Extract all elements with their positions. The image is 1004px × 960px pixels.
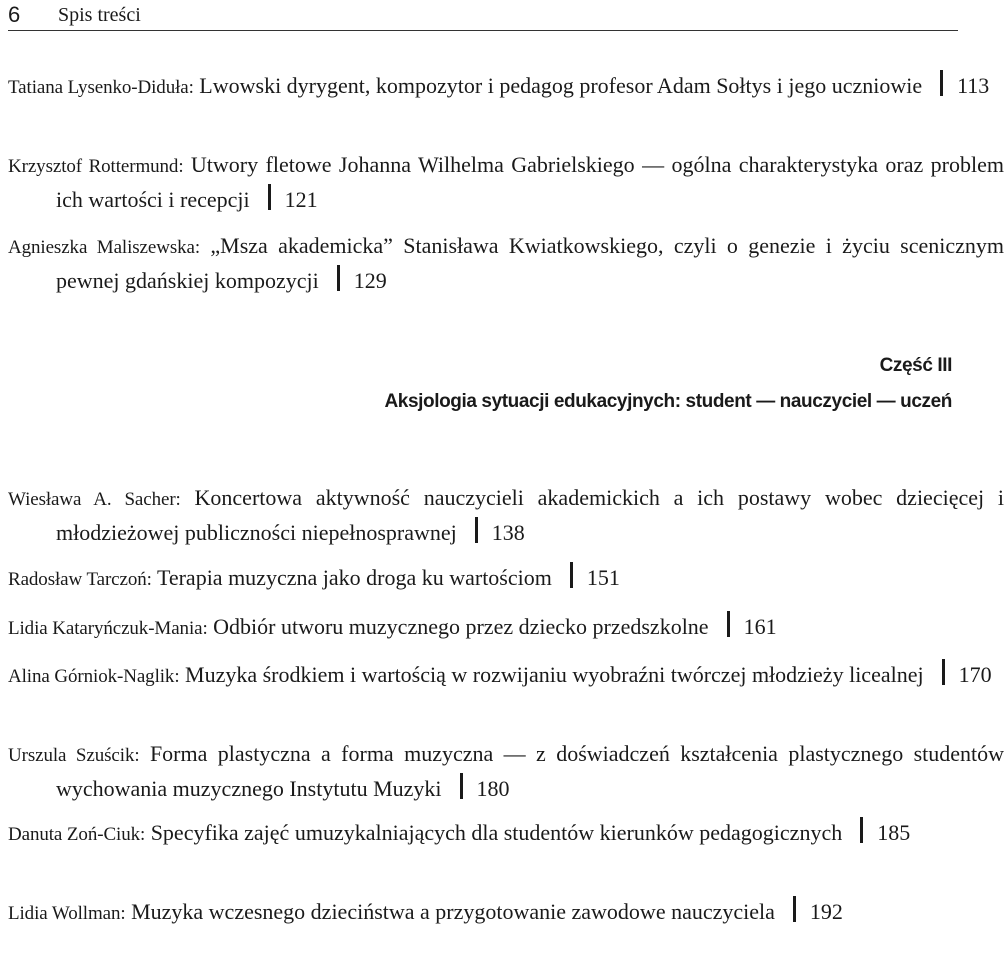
entry-title: Koncertowa aktywność nauczycieli akademickich a ich postawy wobec dziecięcej i młodzieżowej publiczności niepełnosprawnej: [56, 485, 1004, 545]
entry-title: Odbiór utworu muzycznego przez dziecko przedszkolne: [213, 614, 709, 639]
page-separator: [570, 562, 573, 588]
part-label: Część III: [879, 355, 952, 376]
page-separator: [475, 517, 478, 543]
entry-author: Lidia Kataryńczuk-Mania:: [8, 618, 208, 639]
toc-entry: [8, 229, 1004, 297]
page-header: [8, 0, 958, 31]
entry-page: 138: [491, 520, 525, 545]
toc-entry: [8, 895, 1004, 930]
page-number: 6: [8, 2, 21, 27]
toc-entry: [8, 658, 1004, 693]
entry-author: Danuta Zoń-Ciuk:: [8, 824, 146, 845]
part-title: Aksjologia sytuacji edukacyjnych: student — nauczyciel — uczeń: [384, 391, 952, 412]
entry-page: 170: [958, 662, 992, 687]
toc-entry: [8, 561, 1004, 596]
entry-author: Agnieszka Maliszewska:: [8, 237, 201, 258]
entry-author: Tatiana Lysenko-Diduła:: [8, 77, 194, 98]
entry-page: 185: [877, 820, 911, 845]
page-separator: [727, 611, 730, 637]
entry-page: 161: [743, 614, 777, 639]
entry-title: Terapia muzyczna jako droga ku wartościom: [156, 565, 552, 590]
toc-entry: [8, 610, 1004, 645]
toc-entry: [8, 148, 1004, 216]
entry-page: 129: [353, 268, 387, 293]
page-separator: [268, 184, 271, 210]
entry-author: Radosław Tarczoń:: [8, 569, 152, 590]
entry-author: Wiesława A. Sacher:: [8, 489, 181, 510]
toc-entry: [8, 816, 1004, 851]
entry-title: Muzyka środkiem i wartością w rozwijaniu wyobraźni twórczej młodzieży licealnej: [185, 662, 924, 687]
entry-title: Muzyka wczesnego dzieciństwa a przygotowanie zawodowe nauczyciela: [131, 899, 775, 924]
entry-title: Utwory fletowe Johanna Wilhelma Gabrielskiego — ogólna charakterystyka oraz problem ich wartości i recepcji: [56, 152, 1004, 212]
entry-page: 151: [586, 565, 620, 590]
page-separator: [460, 773, 463, 799]
page-separator: [942, 659, 945, 685]
entry-title: „Msza akademicka” Stanisława Kwiatkowskiego, czyli o genezie i życiu scenicznym pewnej gdańskiej kompozycji: [56, 233, 1004, 293]
entry-title: Lwowski dyrygent, kompozytor i pedagog profesor Adam Sołtys i jego uczniowie: [199, 73, 923, 98]
toc-entry: [8, 69, 1004, 104]
entry-author: Urszula Szuścik:: [8, 745, 140, 766]
page-separator: [860, 817, 863, 843]
page-separator: [940, 70, 943, 96]
entry-page: 121: [284, 187, 318, 212]
running-title: Spis treści: [58, 4, 141, 26]
entry-title: Forma plastyczna a forma muzyczna — z doświadczeń kształcenia plastycznego studentów wychowania muzycznego Instytutu Muzyki: [56, 741, 1004, 801]
entry-author: Lidia Wollman:: [8, 903, 126, 924]
entry-page: 180: [476, 776, 510, 801]
entry-page: 113: [957, 73, 990, 98]
page-separator: [793, 896, 796, 922]
page-separator: [337, 265, 340, 291]
entry-author: Alina Górniok-Naglik:: [8, 666, 180, 687]
entry-title: Specyfika zajęć umuzykalniających dla studentów kierunków pedagogicznych: [150, 820, 843, 845]
entry-page: 192: [809, 899, 843, 924]
entry-author: Krzysztof Rottermund:: [8, 156, 184, 177]
toc-entry: [8, 481, 1004, 549]
toc-entry: [8, 737, 1004, 805]
